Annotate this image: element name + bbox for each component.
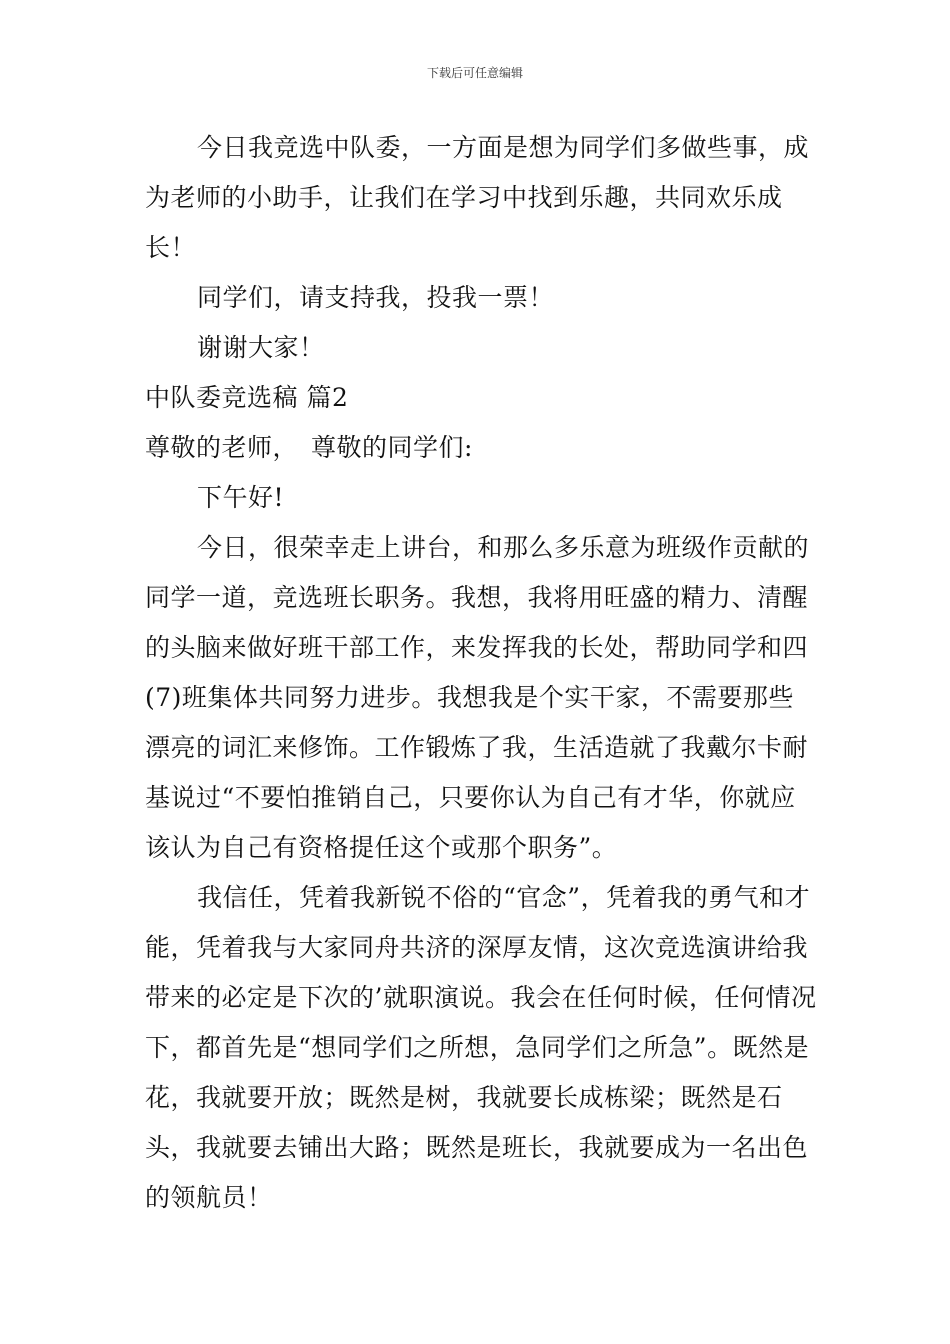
salutation: 尊敬的老师， 尊敬的同学们: xyxy=(145,433,473,462)
greeting: 下午好! xyxy=(197,483,285,512)
paragraph-thanks: 谢谢大家！ xyxy=(197,333,325,362)
section-heading: 中队委竞选稿 篇2 xyxy=(145,383,349,412)
paragraph-campaign-purpose: 今日我竞选中队委，一方面是想为同学们多做些事，成为老师的小助手，让我们在学习中找到乐趣，共同欢乐成长！ xyxy=(145,133,810,262)
header-note: 下载后可任意编辑 xyxy=(426,66,523,80)
paragraph-introduction: 今日，很荣幸走上讲台，和那么多乐意为班级作贡献的同学一道，竞选班长职务。我想，我将用旺盛的精力、清醒的头脑来做好班干部工作，来发挥我的长处，帮助同学和四(7)班集体共同努力进步。我想我是个实干家，不需要那些漂亮的词汇来修饰。工作锻炼了我，生活造就了我戴尔卡耐基说过“不要怕推销自己，只要你认为自己有才华，你就应该认为自己有资格提任这个或那个职务”。 xyxy=(145,533,810,862)
document-body xyxy=(145,123,817,1223)
paragraph-vote-request: 同学们，请支持我，投我一票！ xyxy=(197,283,555,312)
paragraph-commitment: 我信任，凭着我新锐不俗的“官念”，凭着我的勇气和才能，凭着我与大家同舟共济的深厚友情，这次竞选演讲给我带来的必定是下次的’就职演说。我会在任何时候，任何情况下，都首先是“想同学们之所想，急同学们之所急”。既然是花，我就要开放；既然是树，我就要长成栋梁；既然是石头，我就要去铺出大路；既然是班长，我就要成为一名出色的领航员！ xyxy=(145,883,817,1212)
